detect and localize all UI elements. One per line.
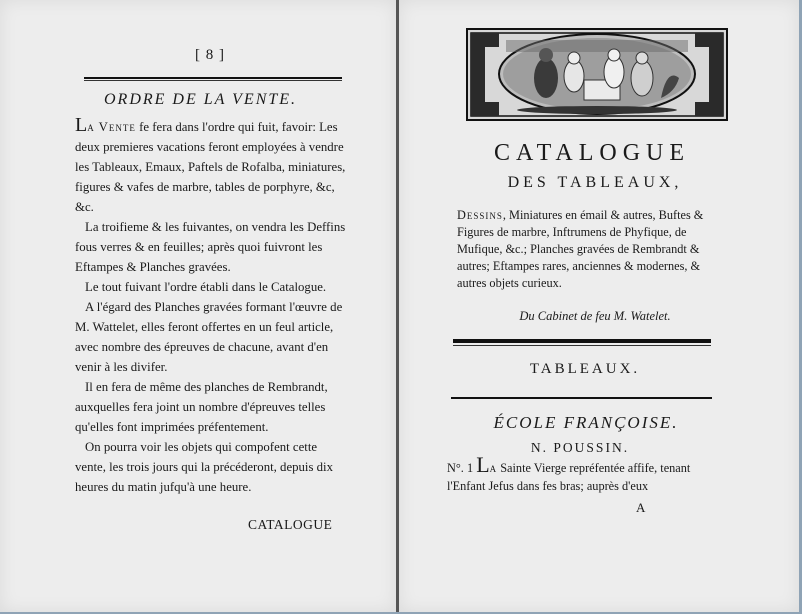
catalogue-description bbox=[457, 207, 729, 292]
entry-number: N°. 1 bbox=[447, 461, 474, 475]
paragraph: Il en fera de même des planches de Rembrandt, auxquelles fera joint un nombre d'épreuves telles qu'elles font imprimées préfentement. bbox=[75, 380, 328, 434]
paragraph-text: fe fera dans l'ordre qui fuit, favoir: Les deux premieres vacations feront employées à vendre les Tableaux, Emaux, Paftels de Rofalba, miniatures, figures & vafes de marbre, tables de porphyre, &c, &c. bbox=[75, 120, 346, 214]
entry-text: Sainte Vierge repréfentée affife, tenant l'Enfant Jefus dans fes bras; auprès d'eux bbox=[447, 461, 691, 493]
sale-order-text bbox=[75, 114, 347, 497]
entry-drop-cap: L bbox=[476, 452, 490, 477]
paragraph: La troifieme & les fuivantes, on vendra les Deffins fous verres & en feuilles; après quoi fuivront les Eftampes & Planches gravées. bbox=[75, 220, 346, 274]
page-number: [ 8 ] bbox=[195, 47, 225, 63]
catalogue-title: CATALOGUE bbox=[493, 140, 691, 166]
thin-rule bbox=[453, 345, 711, 346]
section-rule bbox=[451, 397, 712, 399]
engraved-vignette-image bbox=[466, 28, 728, 121]
tableaux-heading: TABLEAUX. bbox=[529, 361, 641, 377]
paragraph bbox=[75, 114, 347, 217]
header-rule bbox=[84, 77, 342, 79]
header-rule-thin bbox=[84, 80, 342, 81]
school-heading: ÉCOLE FRANÇOISE. bbox=[493, 413, 679, 432]
description-lead: Dessins bbox=[457, 208, 503, 222]
paragraph: On pourra voir les objets qui compofent cette vente, les trois jours qui la précéderont, depuis dix heures du matin jufqu'à une heure. bbox=[75, 440, 334, 494]
thick-rule bbox=[453, 339, 711, 343]
lead-words: a Vente bbox=[87, 120, 136, 134]
paragraph: Le tout fuivant l'ordre établi dans le Catalogue. bbox=[85, 280, 327, 294]
paragraph: A l'égard des Planches gravées formant l'œuvre de M. Wattelet, elles feront offertes en un feul article, avec nombre des épreuves de chacune, avant d'en venir à les divifer. bbox=[75, 300, 343, 374]
cabinet-line: Du Cabinet de feu M. Watelet. bbox=[519, 309, 671, 323]
drop-cap: L bbox=[75, 114, 88, 136]
catalogue-entry bbox=[447, 452, 712, 495]
description-text: , Miniatures en émail & autres, Buftes & Figures de marbre, Inftrumens de Phyfique, de Mufique, &c.; Planches gravées de Rembrandt & autres; Eftampes rares, anciennes & modernes, & autres objets curieux. bbox=[457, 208, 704, 290]
section-title: ORDRE DE LA VENTE. bbox=[104, 91, 298, 108]
painter-name: N. POUSSIN. bbox=[530, 440, 630, 455]
catchword-right: A bbox=[636, 500, 646, 515]
entry-lead: a bbox=[489, 461, 498, 475]
catalogue-subtitle: DES TABLEAUX, bbox=[507, 174, 683, 191]
catchword: CATALOGUE bbox=[248, 517, 333, 532]
